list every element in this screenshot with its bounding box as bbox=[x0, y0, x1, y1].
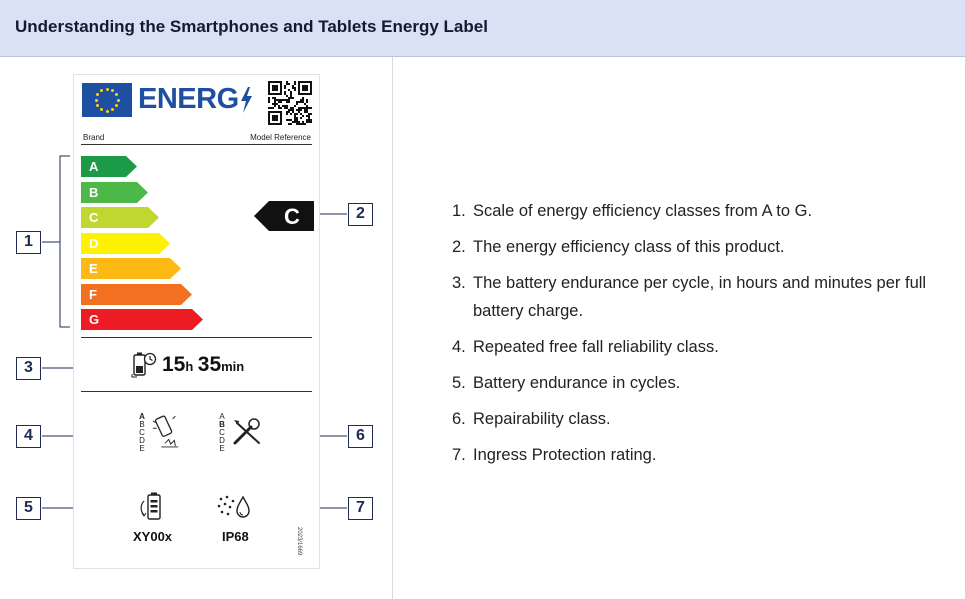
scale-step: D bbox=[219, 436, 225, 445]
scale-letter: G bbox=[89, 312, 100, 327]
scale-letter: A bbox=[89, 159, 99, 174]
scale-step: C bbox=[219, 428, 225, 437]
fall-reliability-scale bbox=[138, 413, 146, 453]
regulation-code: 2023/1669 bbox=[296, 527, 302, 556]
battery-endurance-value bbox=[162, 353, 244, 377]
scale-step: B bbox=[219, 420, 225, 429]
callout-2: 2 bbox=[348, 203, 373, 226]
energy-label bbox=[73, 74, 320, 569]
legend-item bbox=[452, 333, 947, 361]
legend-item bbox=[452, 197, 947, 225]
legend-number: 2. bbox=[452, 238, 466, 256]
page-title: Understanding the Smartphones and Tablets Energy Label bbox=[15, 17, 488, 36]
endurance-hours: 15 bbox=[162, 353, 186, 376]
scale-step: E bbox=[219, 444, 225, 453]
scale-step: A bbox=[139, 412, 145, 421]
scale-letter: E bbox=[89, 261, 98, 276]
scale-bar-g bbox=[81, 309, 203, 330]
legend-text: Repeated free fall reliability class. bbox=[473, 338, 719, 356]
callout-1: 1 bbox=[16, 231, 41, 254]
scale-letter: F bbox=[89, 286, 97, 302]
eu-star bbox=[117, 99, 120, 102]
dropping-phone-icon bbox=[152, 413, 180, 451]
scale-bar-d bbox=[81, 233, 170, 254]
eu-star bbox=[95, 99, 98, 102]
legend-number: 6. bbox=[452, 410, 466, 428]
legend-number: 1. bbox=[452, 202, 466, 220]
battery-cycles-value: XY00x bbox=[133, 529, 173, 544]
repairability-scale bbox=[218, 413, 226, 453]
qr-code-icon bbox=[268, 81, 312, 125]
callout-4: 4 bbox=[16, 425, 41, 448]
endurance-minutes: 35 bbox=[197, 353, 222, 376]
energy-wordmark bbox=[138, 83, 253, 116]
scale-step: A bbox=[219, 412, 225, 421]
callout-7: 7 bbox=[348, 497, 373, 520]
eu-flag-icon bbox=[82, 83, 132, 117]
scale-bar-c bbox=[81, 207, 159, 228]
lightning-bolt-icon bbox=[239, 87, 253, 113]
legend-text: Battery endurance in cycles. bbox=[473, 374, 681, 392]
eu-star bbox=[106, 110, 109, 113]
legend-item bbox=[452, 233, 947, 261]
dust-water-icon bbox=[215, 493, 255, 521]
endurance-hours-unit: h bbox=[185, 359, 194, 374]
legend-number: 3. bbox=[452, 274, 466, 292]
scale-bar-e bbox=[81, 258, 181, 279]
eu-star bbox=[96, 104, 99, 107]
product-energy-class: C bbox=[284, 204, 300, 229]
brand-label: Brand bbox=[83, 133, 105, 142]
ip-rating-value: IP68 bbox=[222, 529, 249, 544]
scale-step: B bbox=[139, 420, 145, 429]
scale-letter: C bbox=[89, 210, 99, 225]
endurance-minutes-unit: min bbox=[221, 359, 245, 374]
eu-star bbox=[111, 89, 114, 92]
legend-text: Scale of energy efficiency classes from A to G. bbox=[473, 202, 813, 220]
scale-step: C bbox=[139, 428, 145, 437]
callout-3: 3 bbox=[16, 357, 41, 380]
scale-bar-b bbox=[81, 182, 148, 203]
eu-star bbox=[106, 88, 109, 91]
energy-word: ENERG bbox=[138, 83, 239, 115]
legend-item bbox=[452, 269, 947, 325]
scale-letter: B bbox=[89, 184, 99, 200]
battery-cycle-icon bbox=[140, 491, 166, 525]
legend-item bbox=[452, 405, 947, 433]
label-legend bbox=[452, 197, 947, 477]
scale-step: E bbox=[139, 444, 145, 453]
column-divider bbox=[392, 57, 393, 599]
legend-number: 4. bbox=[452, 338, 466, 356]
wrench-screwdriver-icon bbox=[231, 417, 265, 447]
eu-star bbox=[115, 104, 118, 107]
eu-star bbox=[100, 89, 103, 92]
legend-text: The energy efficiency class of this product. bbox=[473, 238, 785, 256]
scale-bar-a bbox=[81, 156, 137, 177]
legend-number: 7. bbox=[452, 446, 466, 464]
scale-bar-f bbox=[81, 284, 192, 305]
callout-6: 6 bbox=[348, 425, 373, 448]
middle-rule-2 bbox=[81, 391, 312, 392]
eu-star bbox=[111, 108, 114, 111]
eu-star bbox=[96, 93, 99, 96]
legend-text: The battery endurance per cycle, in hours and minutes per full battery charge. bbox=[473, 274, 927, 320]
legend-text: Repairability class. bbox=[473, 410, 611, 428]
legend-text: Ingress Protection rating. bbox=[473, 446, 657, 464]
middle-rule-1 bbox=[81, 337, 312, 338]
callout-5: 5 bbox=[16, 497, 41, 520]
top-rule bbox=[81, 144, 312, 145]
scale-letter: D bbox=[89, 235, 99, 251]
legend-item bbox=[452, 441, 947, 469]
scale-bracket bbox=[60, 156, 70, 327]
scale-step: D bbox=[139, 436, 145, 445]
battery-clock-icon bbox=[131, 350, 157, 380]
model-reference-label: Model Reference bbox=[250, 133, 311, 142]
eu-star bbox=[100, 108, 103, 111]
legend-item bbox=[452, 369, 947, 397]
legend-number: 5. bbox=[452, 374, 466, 392]
eu-star bbox=[115, 93, 118, 96]
